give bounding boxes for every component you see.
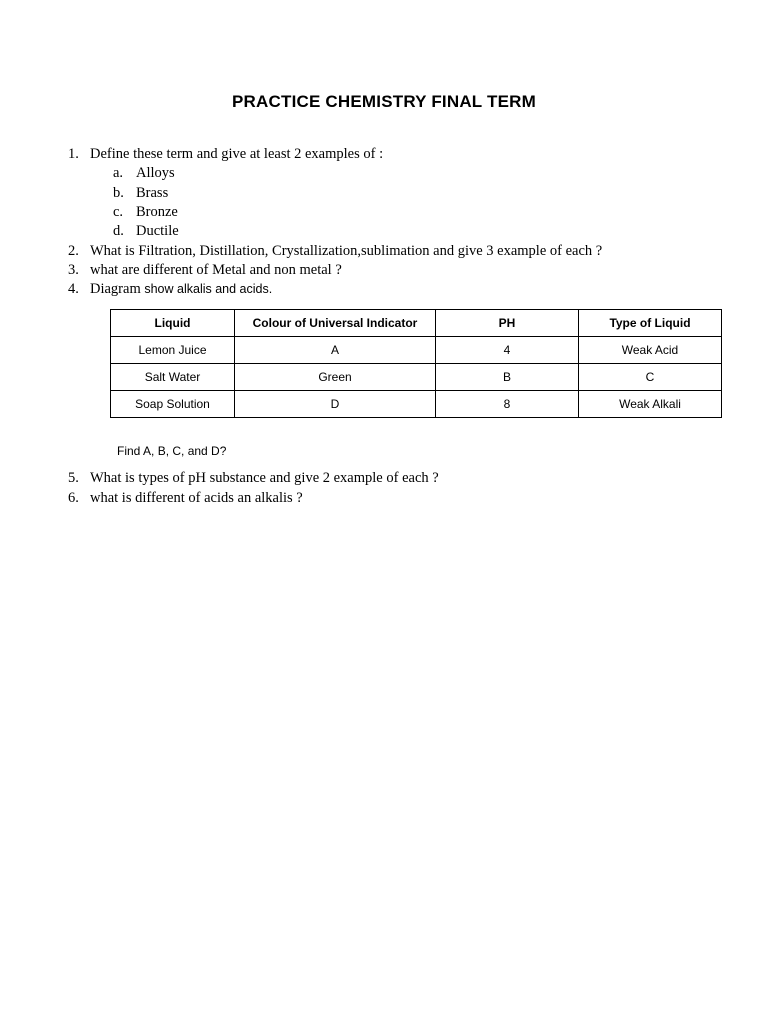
subitem-letter: d. [113,223,124,239]
subitem-text: Ductile [136,223,179,239]
table-cell: Weak Alkali [579,391,722,418]
question-text-serif: Diagram [90,281,141,297]
question-number: 4. [68,281,79,297]
table-cell: 8 [436,391,579,418]
table-header-cell: Colour of Universal Indicator [235,310,436,337]
table-row [111,364,722,391]
table-cell: C [579,364,722,391]
table-cell: B [436,364,579,391]
table-cell: A [235,337,436,364]
question-text: What is types of pH substance and give 2 example of each ? [90,470,439,486]
ph-table [110,309,722,418]
table-cell: Weak Acid [579,337,722,364]
question-number: 6. [68,490,79,506]
question-number: 3. [68,262,79,278]
question-text-sans: show alkalis and acids. [144,282,273,296]
subitem-text: Brass [136,185,169,201]
subitem-text: Alloys [136,165,175,181]
table-cell: Soap Solution [111,391,235,418]
table-row [111,337,722,364]
question-text: what is different of acids an alkalis ? [90,490,303,506]
question-text: Define these term and give at least 2 examples of : [90,146,384,162]
table-cell: Salt Water [111,364,235,391]
table-header-cell: Type of Liquid [579,310,722,337]
table-header-cell: Liquid [111,310,235,337]
table-cell: Green [235,364,436,391]
question-number: 2. [68,243,79,259]
table-row [111,391,722,418]
table-header-cell: PH [436,310,579,337]
question-number: 1. [68,146,79,162]
table-header-row [111,310,722,337]
question-number: 5. [68,470,79,486]
table-cell: D [235,391,436,418]
table-cell: Lemon Juice [111,337,235,364]
question-text: what are different of Metal and non metal ? [90,262,342,278]
question-text: What is Filtration, Distillation, Crystallization,sublimation and give 3 example of each ? [90,243,603,259]
find-instruction: Find A, B, C, and D? [117,444,227,458]
question-text [90,280,272,298]
subitem-text: Bronze [136,204,178,220]
subitem-letter: c. [113,204,124,220]
table-cell: 4 [436,337,579,364]
subitem-letter: b. [113,185,124,201]
document-title: PRACTICE CHEMISTRY FINAL TERM [232,92,536,111]
subitem-letter: a. [113,165,124,181]
